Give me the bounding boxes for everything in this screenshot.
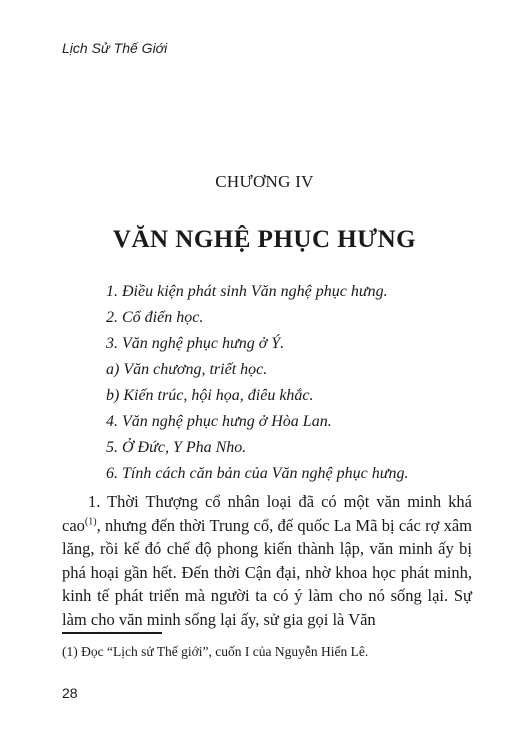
- chapter-title: VĂN NGHỆ PHỤC HƯNG: [112, 226, 417, 253]
- contents-item: 1. Điều kiện phát sinh Văn nghệ phục hưng.: [106, 283, 388, 300]
- footnote: (1) Đọc “Lịch sử Thế giới”, cuốn I của Nguyễn Hiến Lê.: [62, 644, 369, 659]
- contents-item: a) Văn chương, triết học.: [106, 361, 268, 378]
- contents-item: 4. Văn nghệ phục hưng ở Hòa Lan.: [106, 413, 332, 430]
- footnote-divider: [62, 632, 162, 634]
- body-text-rest: , nhưng đến thời Trung cổ, đế quốc La Mã bị các rợ xâm lăng, rồi kế đó chế độ phong kiến thành lập, văn minh ấy bị phá hoại gần hết. Đến thời Cận đại, nhờ khoa học phát minh, kinh tế phát triển mà người ta có ý làm cho nó sống lại. Sự làm cho văn minh sống lại ấy, sử gia gọi là Văn: [62, 515, 472, 629]
- contents-item: b) Kiến trúc, hội họa, điêu khắc.: [106, 387, 314, 404]
- body-paragraph: [62, 490, 472, 631]
- contents-item: 6. Tính cách căn bản của Văn nghệ phục hưng.: [106, 465, 409, 482]
- contents-item: 3. Văn nghệ phục hưng ở Ý.: [106, 335, 285, 352]
- contents-item: 5. Ở Đức, Y Pha Nho.: [106, 439, 247, 456]
- chapter-label: CHƯƠNG IV: [215, 172, 314, 191]
- contents-item: 2. Cổ điển học.: [106, 309, 204, 326]
- body-text-start: 1. Thời Thượng cổ nhân loại đã có một văn minh khá cao: [62, 492, 472, 535]
- chapter-contents-list: [106, 282, 486, 490]
- footnote-reference: (1): [84, 516, 97, 527]
- page-number: 28: [62, 685, 78, 701]
- running-head: Lịch Sử Thế Giới: [62, 40, 168, 56]
